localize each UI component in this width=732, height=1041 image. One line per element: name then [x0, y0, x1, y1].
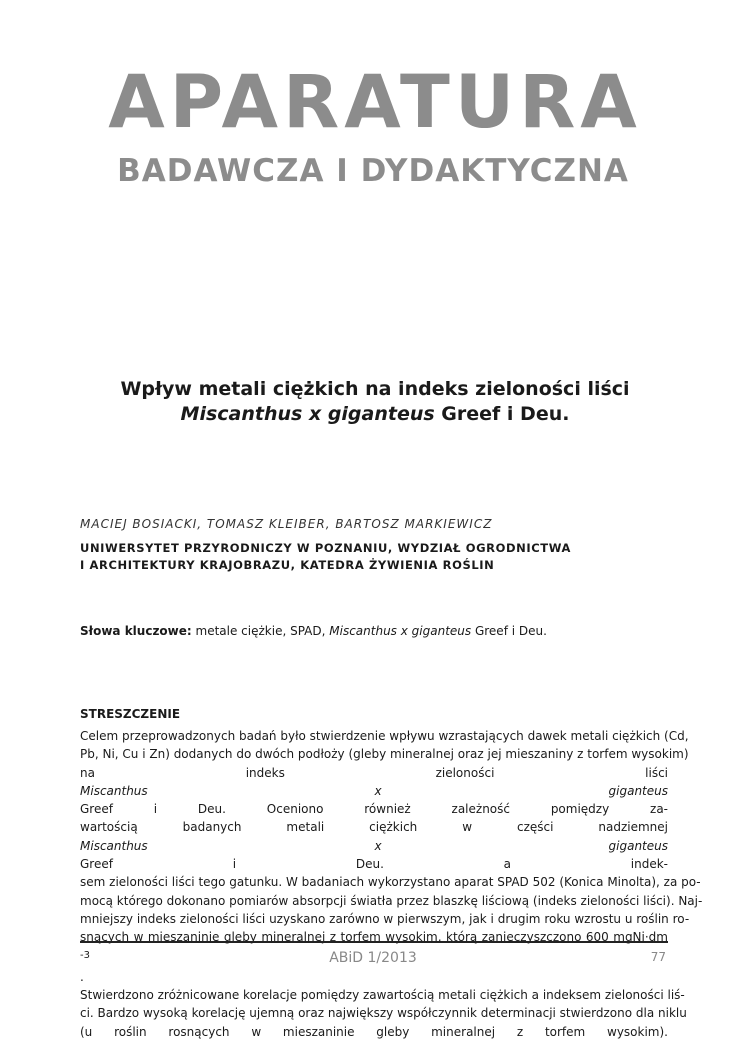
- abstract-line: [80, 1004, 687, 1022]
- abstract-text: Pb, Ni, Cu i Zn) dodanych do dwóch podłoży (gleby mineralnej oraz jej mieszaniny z torfem wysokim): [80, 747, 689, 762]
- abstract-text: .: [80, 969, 84, 984]
- abstract-species: Miscanthus x giganteus: [80, 838, 668, 853]
- abstract-superscript: -3: [80, 949, 90, 961]
- species-name: Miscanthus x giganteus: [180, 403, 435, 425]
- abstract-line: [80, 873, 701, 891]
- affiliation: [80, 540, 571, 574]
- page-number: 77: [650, 950, 666, 964]
- keywords-text: metale ciężkie, SPAD,: [191, 624, 330, 638]
- abstract-text: na indeks zieloności liści: [80, 765, 668, 780]
- abstract-heading: STRESZCZENIE: [80, 707, 181, 721]
- abstract-text: Celem przeprowadzonych badań było stwierdzenie wpływu wzrastających dawek metali ciężkich (Cd,: [80, 729, 689, 743]
- keywords-species: Miscanthus x giganteus: [329, 624, 472, 638]
- abstract-line: [80, 986, 685, 1004]
- affiliation-line1: UNIWERSYTET PRZYRODNICZY W POZNANIU, WYDZIAŁ OGRODNICTWA: [80, 541, 572, 555]
- abstract-line: [80, 745, 689, 763]
- abstract-line: [80, 818, 668, 873]
- abstract-text: ci. Bardzo wysoką korelację ujemną oraz największy współczynnik determinacji stwierdzono dla niklu: [80, 1006, 687, 1021]
- abstract-text: mocą którego dokonano pomiarów absorpcji światła przez blaszkę liściową (indeks zieloności liści). Naj-: [80, 893, 703, 908]
- abstract-text: mniejszy indeks zieloności liści uzyskano zarówno w pierwszym, jak i drugim roku wzrostu u roślin ro-: [80, 911, 690, 926]
- abstract-text: snących w mieszaninie gleby mineralnej z torfem wysokim, którą zanieczyszczono 600 mgNi·dm: [80, 930, 668, 945]
- abstract-text: Greef i Deu. Oceniono również zależność pomiędzy za-: [80, 802, 668, 817]
- article-title: [80, 377, 670, 427]
- abstract-text: Stwierdzono zróżnicowane korelacje pomiędzy zawartością metali ciężkich a indeksem zieloności liś-: [80, 988, 685, 1003]
- keywords: [80, 624, 547, 638]
- abstract-line: [80, 727, 689, 745]
- abstract-text: Greef i Deu. a indek-: [80, 857, 668, 872]
- abstract-line: [80, 892, 703, 910]
- article-title-line2: [80, 402, 670, 427]
- journal-issue-label: ABiD 1/2013: [329, 950, 417, 966]
- abstract-line: [80, 1023, 668, 1041]
- journal-masthead-subtitle: BADAWCZA I DYDAKTYCZNA: [117, 153, 629, 189]
- abstract-text: wartością badanych metali ciężkich w części nadziemnej: [80, 820, 668, 835]
- abstract-line: [80, 764, 668, 819]
- abstract-line: [80, 910, 690, 928]
- abstract-species: Miscanthus x giganteus: [80, 783, 668, 798]
- species-authority: Greef i Deu.: [434, 403, 570, 425]
- abstract-text: (u roślin rosnących w mieszaninie gleby mineralnej z torfem wysokim).: [80, 1024, 668, 1039]
- footer-divider: [80, 941, 668, 943]
- affiliation-line2: I ARCHITEKTURY KRAJOBRAZU, KATEDRA ŻYWIENIA ROŚLIN: [80, 558, 495, 572]
- abstract-body: [80, 727, 703, 1041]
- article-title-line1: Wpływ metali ciężkich na indeks zieloności liści: [120, 378, 630, 400]
- authors: MACIEJ BOSIACKI, TOMASZ KLEIBER, BARTOSZ MARKIEWICZ: [80, 517, 493, 531]
- keywords-end: Greef i Deu.: [471, 624, 547, 638]
- keywords-label: Słowa kluczowe:: [80, 624, 192, 638]
- journal-masthead-title: APARATURA: [108, 60, 642, 145]
- abstract-text: sem zieloności liści tego gatunku. W badaniach wykorzystano aparat SPAD 502 (Konica Minolta), za po-: [80, 875, 701, 890]
